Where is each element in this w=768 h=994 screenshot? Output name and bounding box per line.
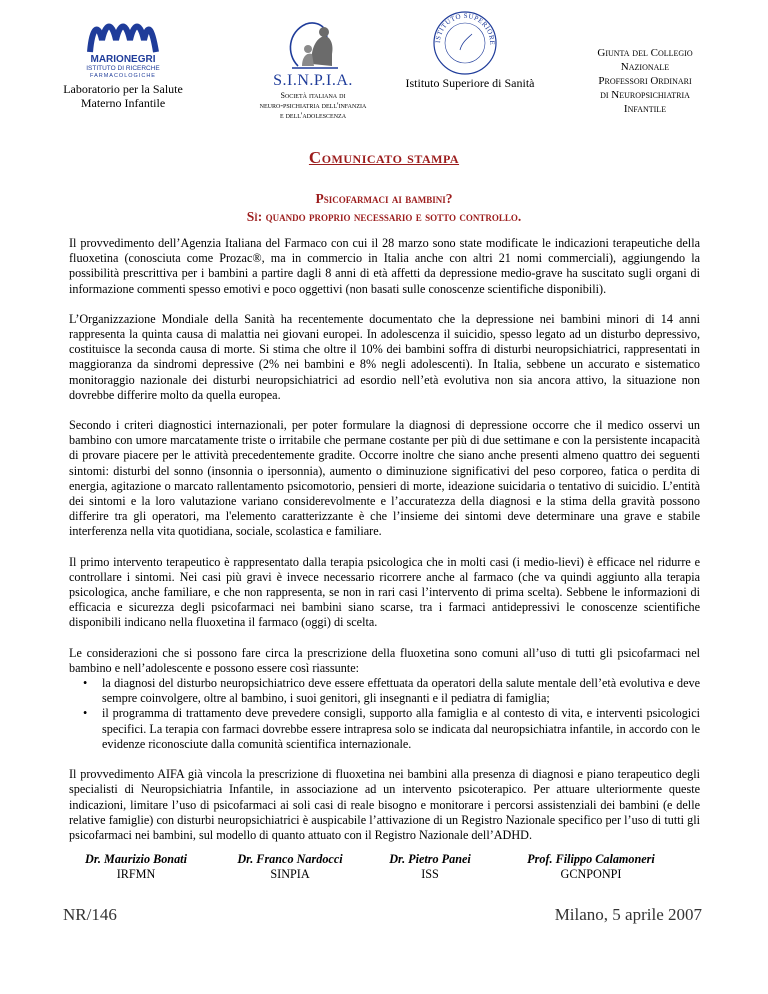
considerations-list (69, 676, 700, 752)
signature-org: IRFMN (116, 867, 156, 881)
svg-text:ISTITUTO SUPERIORE DI SANITÀ (430, 8, 496, 45)
signature-name: Prof. Filippo Calamoneri (527, 852, 655, 866)
iss-seal-text: ISTITUTO SUPERIORE (433, 11, 497, 46)
paragraph-3: Secondo i criteri diagnostici internazionali, per poter formulare la diagnosi di depressione occorre che il medico osservi un bambino con umore marcatamente triste o irritabile che permane costante per più di due settimane e con la persistente incapacità di provare piacere per le attività precedentemente gradite. Occorre inoltre che siano anche presenti almeno quattro dei seguenti sintomi: disturbi del sonno (insonnia o ipersonnia), aumento o diminuzione significativi del peso corporeo, fatica o perdita di energia, agitazione o marcato rallentamento psicomotorio, pensieri di morte, ideazione suicidaria o tentativo di suicidio. L’entità dei sintomi e la loro valutazione variano considerevolmente e l’accuratezza della diagnosi e la stima della gravità possono differire tra gli operatori, ma l'elemento caratterizzante è che l’insieme dei sintomi deve determinare una grave e stabile interferenza nella vita quotidiana, sociale, scolastica e familiare. (69, 418, 700, 539)
marionegri-wave-icon (78, 18, 168, 58)
subtitle-question: Psicofarmaci ai bambini? (315, 191, 453, 206)
document-reference: NR/146 (63, 905, 117, 924)
sinpia-line1: Società italiana di (280, 91, 346, 100)
sinpia-logo (268, 14, 358, 74)
giunta-line5: Infantile (623, 103, 667, 115)
signature-org: ISS (421, 867, 439, 881)
paragraph-5: Le considerazioni che si possono fare circa la prescrizione della fluoxetina sono comuni all’uso di tutti gli psicofarmaci nel bambino e nell’adolescente e possono essere così riassunte: (69, 645, 700, 675)
giunta-line2: Nazionale (620, 61, 670, 73)
press-release-body (69, 236, 700, 858)
marionegri-logo (78, 18, 168, 80)
giunta-line4: di Neuropsichiatria (600, 89, 690, 101)
sinpia-line3: e dell'adolescenza (279, 111, 347, 120)
marionegri-logo-sub1: ISTITUTO DI RICERCHE (86, 65, 160, 72)
giunta-line3: Professori Ordinari (598, 75, 692, 87)
iss-caption: Istituto Superiore di Sanità (405, 76, 535, 90)
iss-seal-icon (430, 8, 500, 78)
signature-org: GCNPONPI (560, 867, 622, 881)
iss-seal (430, 8, 500, 78)
signature-block (506, 852, 676, 882)
marionegri-logo-sub2: FARMACOLOGICHE (90, 73, 156, 79)
paragraph-1: Il provvedimento dell’Agenzia Italiana del Farmaco con cui il 28 marzo sono state modificate le indicazioni terapeutiche della fluoxetina (conosciuta come Prozac®, ma in commercio in Italia anche con altri 21 nomi commerciali), aggiungendo la possibilità prescrittiva per i bambini a partire dagli 8 anni di età affetti da depressione medio-grave ha suscitato sugli organi di informazione commenti spesso emotivi e poco oggettivi (non basati sulle conoscenze scientifiche disponibili). (69, 236, 700, 296)
marionegri-logo-text: MARIONEGRI (90, 54, 156, 65)
signature-org: SINPIA (270, 867, 310, 881)
marionegri-caption: Laboratorio per la Salute Materno Infantile (63, 82, 183, 110)
page-title: Comunicato stampa (308, 148, 460, 167)
signature-block (355, 852, 505, 882)
signature-name: Dr. Maurizio Bonati (85, 852, 187, 866)
signature-block (215, 852, 365, 882)
sinpia-name: S.I.N.P.I.A. (273, 72, 353, 89)
giunta-line1: Giunta del Collegio (597, 47, 693, 59)
sinpia-line2: neuro-psichiatria dell'infanzia (259, 101, 367, 110)
list-item: • il programma di trattamento deve prevedere consigli, supporto alla famiglia e al contesto di vita, e interventi psicologici specifici. La terapia con farmaci dovrebbe essere intrapresa solo se indicata dal neuropsichiatra infantile, in accordo con le evidenze riconosciute dalla comunità scientifica internazionale. (90, 706, 700, 752)
paragraph-6: Il provvedimento AIFA già vincola la prescrizione di fluoxetina nei bambini alla presenza di diagnosi e piano terapeutico degli specialisti di Neuropsichiatria Infantile, in associazione ad un intervento psicoterapico. Per attuare ulteriormente queste indicazioni, limitare l’uso di psicofarmaci ai soli casi di reale bisogno e monitorare i percorsi assistenziali dei bambini (e delle relative famiglie) con disturbi neuropsichiatrici è auspicabile l’attivazione di un Registro Nazionale specifico per l’uso di tutti gli psicofarmaci nei bambini, sul modello di quanto attuato con il Registro Nazionale dell’ADHD. (69, 767, 700, 842)
paragraph-2: L’Organizzazione Mondiale della Sanità ha recentemente documentato che la depressione nei bambini minori di 14 anni rappresenta la quinta causa di malattia nei giovani europei. In adolescenza il suicidio, spesso legato ad un disturbo depressivo, costituisce la seconda causa di morte. Si stima che oltre il 10% dei bambini soffra di disturbi neuropsichiatrici, rappresentati in maggioranza da sindromi depressive (2% nei bambini e 8% negli adolescenti). In Italia, sebbene un accurato e sistematico monitoraggio nazionale dei disturbi neuropsichiatrici ad esordio nell’età evolutiva non sia ancora attivo, la situazione non dovrebbe differire molto da quella europea. (69, 311, 700, 402)
subtitle-answer: Sì: quando proprio necessario e sotto controllo. (246, 209, 522, 224)
signature-name: Dr. Pietro Panei (389, 852, 471, 866)
list-item: • la diagnosi del disturbo neuropsichiatrico deve essere effettuata da operatori della salute mentale dell’età evolutiva e deve sempre coinvolgere, oltre al bambino, i suoi genitori, gli insegnanti e il pediatra di famiglia; (90, 676, 700, 706)
signature-name: Dr. Franco Nardocci (237, 852, 343, 866)
paragraph-4: Il primo intervento terapeutico è rappresentato dalla terapia psicologica che in molti casi (i medio-lievi) è efficace nel ridurre e controllare i sintomi. Nei casi più gravi è invece necessario ricorrere anche al farmaco (che va quindi aggiunto alla terapia psicologica, anche familiare, e che non rappresenta, se non in rari casi l’intervento di prima scelta). Sebbene le informazioni di efficacia e sicurezza degli psicofarmaci nei bambini siano scarse, tra i farmaci antidepressivi le conoscenze scientifiche disponibili indicano nella fluoxetina il farmaco (oggi) di scelta. (69, 554, 700, 630)
signature-block (61, 852, 211, 882)
document-date: Milano, 5 aprile 2007 (554, 905, 702, 924)
sinpia-figures-icon (268, 14, 358, 74)
